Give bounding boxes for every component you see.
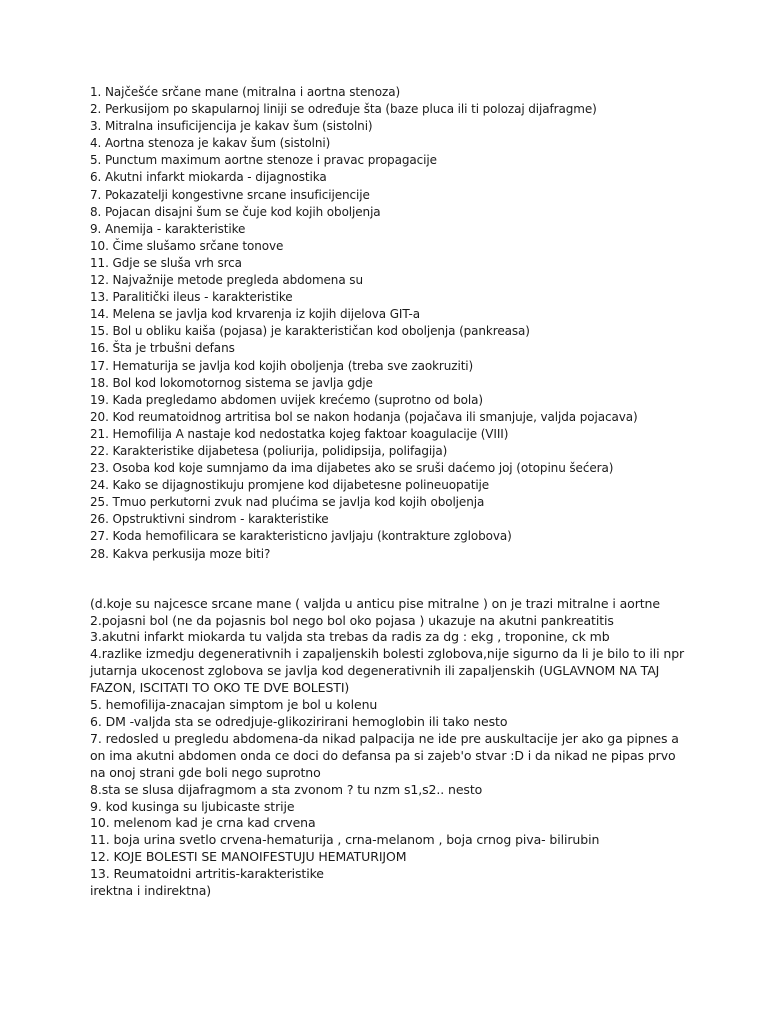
question-item: 17. Hematurija se javlja kod kojih obolјenja (treba sve zaokruziti) bbox=[90, 358, 474, 373]
question-item: 24. Kako se dijagnostikuju promjene kod dijabetesne polineuopatije bbox=[90, 478, 490, 493]
question-item: 20. Kod reumatoidnog artritisa bol se nakon hodanja (pojačava ili smanjuje, valjda pojacava) bbox=[90, 409, 638, 424]
question-item: 23. Osoba kod koje sumnjamo da ima dijabetes ako se sruši daćemo joj (otopinu šećera) bbox=[90, 461, 614, 476]
question-item: 26. Opstruktivni sindrom - karakteristike bbox=[90, 512, 329, 527]
question-item: 8. Pojacan disajni šum se čuje kod kojih obolјenja bbox=[90, 204, 381, 219]
note-item: 2.pojasni bol (ne da pojasnis bol nego bol oko pojasa ) ukazuje na akutni pankreatitis bbox=[90, 612, 614, 628]
question-item: 6. Akutni infarkt miokarda - dijagnostika bbox=[90, 170, 327, 185]
question-item: 13. Paralitički ileus - karakteristike bbox=[90, 290, 293, 305]
question-item: 27. Koda hemofilicara se karakteristicno javljaju (kontrakture zglobova) bbox=[90, 529, 512, 544]
note-item: 9. kod kusinga su ljubicaste strije bbox=[90, 798, 295, 814]
note-item: (d.koje su najcesce srcane mane ( valjda u anticu pise mitralne ) on je trazi mitralne i aortne bbox=[90, 595, 660, 611]
note-item: 11. boja urina svetlo crvena-hematurija , crna-melanom , boja crnog piva- bilirubin bbox=[90, 832, 600, 848]
question-item: 11. Gdje se sluša vrh srca bbox=[90, 255, 242, 270]
question-item: 4. Aortna stenoza je kakav šum (sistolni) bbox=[90, 136, 331, 151]
note-item: 12. KOJE BOLESTI SE MANOIFESTUJU HEMATURIJOM bbox=[90, 849, 407, 865]
note-item: 6. DM -valjda sta se odredjuje-glikozirirani hemoglobin ili tako nesto bbox=[90, 713, 508, 729]
question-item: 9. Anemija - karakteristike bbox=[90, 221, 246, 236]
question-item: 12. Najvažnije metode pregleda abdomena su bbox=[90, 273, 363, 288]
question-item: 19. Kada pregledamo abdomen uvijek krećemo (suprotno od bola) bbox=[90, 392, 483, 407]
note-item: 8.sta se slusa dijafragmom a sta zvonom ? tu nzm s1,s2.. nesto bbox=[90, 781, 483, 797]
question-item: 2. Perkusijom po skapularnoj liniji se određuje šta (baze pluca ili ti polozaj dijafragme) bbox=[90, 102, 597, 117]
note-item: 4.razlike izmedju degenerativnih i zapaljenskih bolesti zglobova,nije sigurno da li je bilo to ili npr jutarnja ukocenost zglobova se javlja kod degenerativnih ili zapaljenskih (UGLAVNOM NA TAJ FAZON, ISCITATI TO OKO TE DVE BOLESTI) bbox=[90, 646, 685, 696]
question-item: 22. Karakteristike dijabetesa (poliurija, polidipsija, polifagija) bbox=[90, 443, 448, 458]
question-item: 14. Melena se javlja kod krvarenja iz kojih dijelova GIT-a bbox=[90, 307, 420, 322]
note-item: 7. redosled u pregledu abdomena-da nikad palpacija ne ide pre auskultacije jer ako ga pipnes a on ima akutni abdomen onda ce doci do defansa pa si zajeb'o stvar :D i da nikad ne pipas prvo na onoj strani gde boli nego suprotno bbox=[90, 730, 679, 780]
question-item: 16. Šta je trbušni defans bbox=[90, 341, 235, 356]
question-item: 1. Najčešće srčane mane (mitralna i aortna stenoza) bbox=[90, 85, 401, 99]
notes-list bbox=[90, 596, 690, 900]
question-list bbox=[90, 84, 690, 563]
question-item: 28. Kakva perkusija moze biti? bbox=[90, 546, 271, 561]
question-item: 10. Čime slušamo srčane tonove bbox=[90, 238, 284, 253]
note-item: 3.akutni infarkt miokarda tu valjda sta trebas da radis za dg : ekg , troponine, ck mb bbox=[90, 629, 610, 645]
note-item: 13. Reumatoidni artritis-karakteristike bbox=[90, 866, 324, 882]
note-item: irektna i indirektna) bbox=[90, 883, 212, 899]
question-item: 7. Pokazatelji kongestivne srcane insuficijencije bbox=[90, 187, 370, 202]
document-page bbox=[90, 84, 690, 900]
note-item: 5. hemofilija-znacajan simptom je bol u kolenu bbox=[90, 697, 378, 713]
question-item: 18. Bol kod lokomotornog sistema se javlja gdje bbox=[90, 375, 373, 390]
question-item: 25. Tmuo perkutorni zvuk nad plućima se javlja kod kojih obolјenja bbox=[90, 495, 485, 510]
question-item: 5. Punctum maximum aortne stenoze i pravac propagacije bbox=[90, 153, 437, 168]
note-item: 10. melenom kad je crna kad crvena bbox=[90, 815, 316, 831]
question-item: 15. Bol u obliku kaiša (pojasa) je karakterističan kod obolјenja (pankreasa) bbox=[90, 324, 530, 339]
question-item: 3. Mitralna insuficijencija je kakav šum (sistolni) bbox=[90, 119, 373, 134]
question-item: 21. Hemofilija A nastaje kod nedostatka kojeg faktoar koagulacije (VIII) bbox=[90, 426, 509, 441]
